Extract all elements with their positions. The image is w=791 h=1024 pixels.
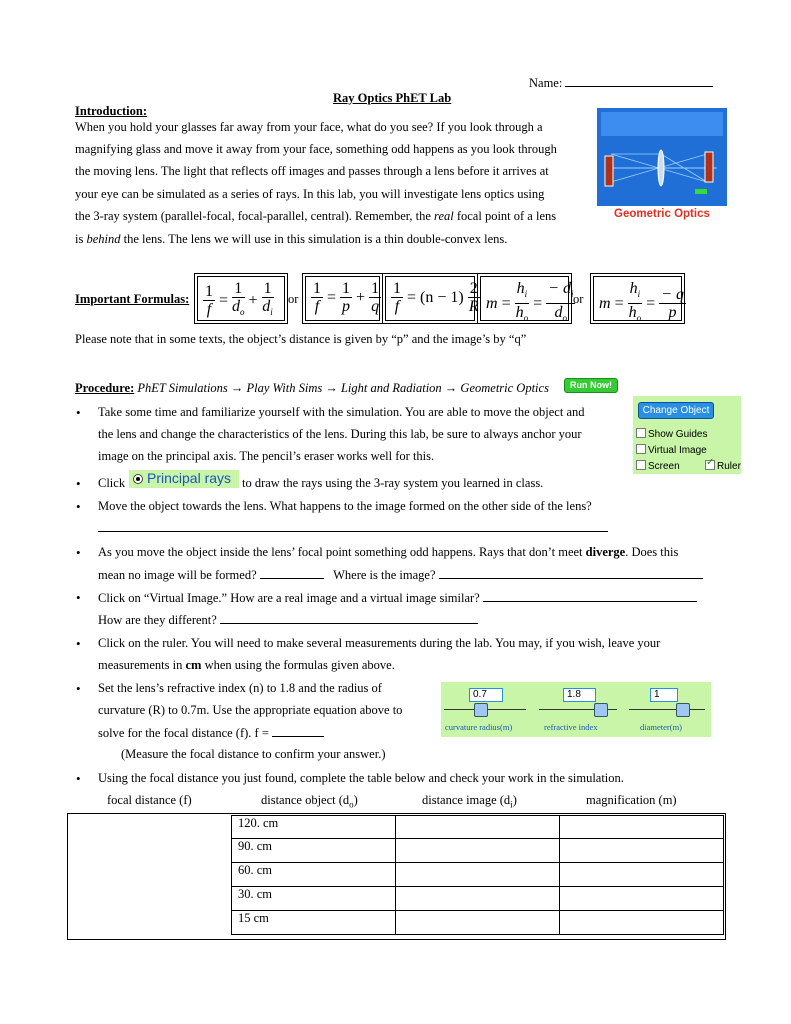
slider-thumb[interactable] [474,703,488,717]
screen-checkbox[interactable]: Screen [636,460,680,472]
intro-line: magnifying glass and move it away from your face, something odd happens as you look through [75,142,557,156]
principal-rays-radio[interactable] [129,470,239,488]
table-cell[interactable] [396,863,560,887]
column-header: magnification (m) [586,793,677,807]
intro-line: is behind the lens. The lens we will use in this simulation is a thin double-convex lens. [75,232,508,246]
table-cell[interactable] [560,863,724,887]
curvature-radius-slider[interactable] [441,682,531,737]
answer-blank[interactable] [260,567,324,579]
formulas-label: Important Formulas: [75,292,190,306]
intro-line: the 3-ray system (parallel-focal, focal-parallel, central). Remember, the real focal point of a lens [75,209,557,223]
table-cell: 120. cm [232,816,396,839]
column-header: distance object $(d_o)$ [261,793,358,810]
table-cell[interactable] [396,839,560,863]
slider-thumb[interactable] [676,703,690,717]
magnification-formula-box: m = $\frac{h_i}{h_o}$ = $\frac{- d_i}{d_o}$ [480,276,569,321]
answer-blank[interactable] [439,567,703,579]
step-text: solve for the focal distance (f). f = [98,725,324,741]
lens-sliders-panel [441,682,711,737]
step-text: the lens and change the characteristics of the lens. During this lab, be sure to always anchor your [98,427,582,441]
slider-value[interactable]: 1 [650,688,678,702]
lensmaker-formula-box: $\frac{1}{f}$ = (n − 1) $\frac{2}{R}$ [385,276,475,321]
principal-rays-label: Principal rays [147,470,232,486]
table-row [232,839,724,863]
answer-line[interactable] [98,531,608,532]
table-cell: 90. cm [232,839,396,863]
step-text: measurements in cm when using the formulas given above. [98,658,395,672]
geometric-optics-thumbnail[interactable] [597,108,727,206]
step-text: mean no image will be formed? Where is the image? [98,567,703,583]
step-text: Take some time and familiarize yourself with the simulation. You are able to move the object and [98,405,585,419]
column-header: focal distance (f) [107,793,192,807]
step-text: Using the focal distance you just found, complete the table below and check your work in the simulation. [98,771,624,785]
show-guides-checkbox[interactable]: Show Guides [636,428,707,440]
table-cell: 30. cm [232,887,396,911]
table-cell[interactable] [560,839,724,863]
intro-line: When you hold your glasses far away from your face, what do you see? If you look through a [75,120,543,134]
procedure-heading: Procedure: [75,381,135,395]
sim-caption: Geometric Optics [614,208,710,220]
table-cell[interactable] [560,887,724,911]
step-text: How are they different? [98,612,478,628]
slider-thumb[interactable] [594,703,608,717]
virtual-image-checkbox[interactable]: Virtual Image [636,444,707,456]
step-text: As you move the object inside the lens’ focal point something odd happens. Rays that don’t meet diverge. Does this [98,545,679,559]
intro-line: your eye can be simulated as a series of rays. In this lab, you will investigate lens optics using [75,187,545,201]
lens-formula-box: $\frac{1}{f}$ = $\frac{1}{d_o}$ + $\frac{1}{d_i}$ [197,276,285,321]
table-cell: 15 cm [232,911,396,935]
check-icon: ✓ [706,457,715,468]
answer-blank[interactable] [220,612,478,624]
step-text: Set the lens’s refractive index (n) to 1.8 and the radius of [98,681,382,695]
page-title: Ray Optics PhET Lab [333,91,452,105]
column-header: distance image $(d_i)$ [422,793,517,810]
magnification-pq-formula-box: m = $\frac{h_i}{h_o}$ = $\frac{- q}{p}$ [593,276,682,321]
intro-line: the moving lens. The light that reflects off images and passes through a lens before it arrives at [75,164,549,178]
table-cell[interactable] [396,911,560,935]
change-object-button[interactable]: Change Object [638,402,714,419]
table-cell[interactable] [396,816,560,839]
diameter-slider[interactable] [626,682,708,737]
or-text: or [288,292,299,306]
table-row [232,863,724,887]
table-cell: 60. cm [232,863,396,887]
slider-value[interactable]: 0.7 [469,688,503,702]
radio-icon [133,474,143,484]
step-text: Click on “Virtual Image.” How are a real image and a virtual image similar? [98,590,697,606]
name-field[interactable] [529,75,713,91]
answer-blank[interactable] [483,590,697,602]
notation-note: Please note that in some texts, the object’s distance is given by “p” and the image’s by “q” [75,332,527,346]
step-text: Move the object towards the lens. What happens to the image formed on the other side of the lens? [98,499,592,513]
slider-label: curvature radius(m) [445,722,513,732]
lens-formula-pq-box: $\frac{1}{f}$ = $\frac{1}{p}$ + $\frac{1}{q}$ [305,276,380,321]
results-table [231,815,724,935]
name-label: Name: [529,76,563,90]
step-text: curvature (R) to 0.7m. Use the appropriate equation above to [98,703,403,717]
ruler-checkbox[interactable]: ✓ Ruler [706,457,741,472]
step-text: image on the principal axis. The pencil’s eraser works well for this. [98,449,435,463]
step-text: Click on the ruler. You will need to make several measurements during the lab. You may, if you wish, leave your [98,636,661,650]
intro-heading: Introduction: [75,104,148,118]
table-cell[interactable] [560,816,724,839]
refractive-index-slider[interactable] [536,682,621,737]
or-text: or [573,292,584,306]
step-text: Click [98,476,126,490]
name-blank[interactable] [565,75,713,87]
slider-label: diameter(m) [640,722,683,732]
control-panel [633,396,741,474]
run-now-button[interactable]: Run Now! [564,378,618,393]
focal-distance-blank[interactable] [272,725,324,737]
table-row [232,816,724,839]
navigation-path: PhET Simulations → Play With Sims → Light and Radiation → Geometric Optics [137,381,549,395]
table-cell[interactable] [396,887,560,911]
table-row [232,911,724,935]
slider-value[interactable]: 1.8 [563,688,596,702]
slider-label: refractive index [544,722,598,732]
table-row [232,887,724,911]
step-text: to draw the rays using the 3-ray system you learned in class. [242,476,544,490]
lens-diagram-icon [597,108,727,206]
table-cell[interactable] [560,911,724,935]
step-text: (Measure the focal distance to confirm your answer.) [121,747,386,761]
